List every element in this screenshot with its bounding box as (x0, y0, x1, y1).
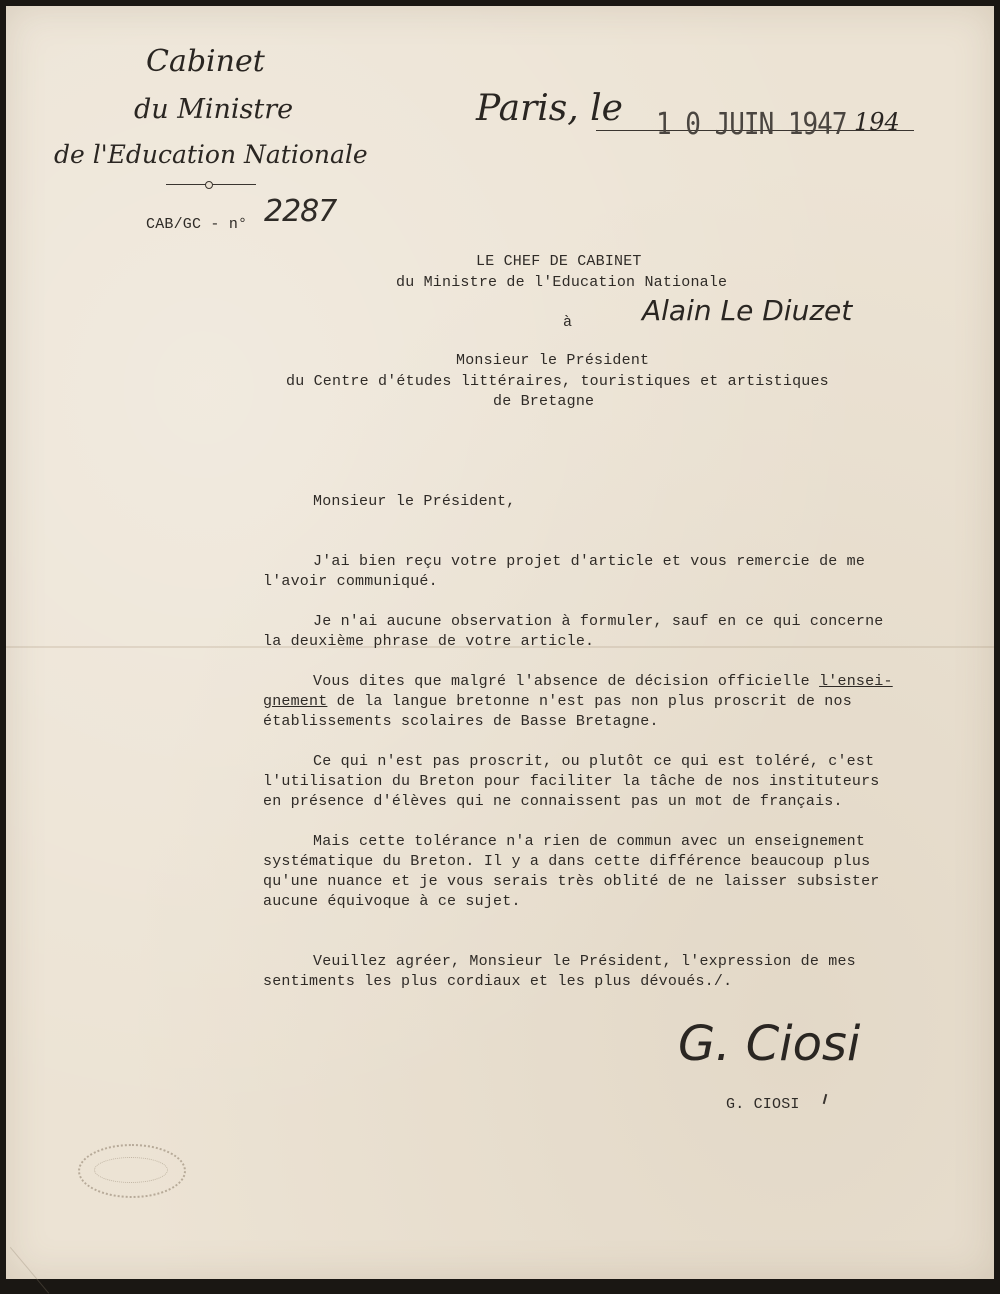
date-stamp: 1 0 JUIN 1947 (656, 107, 847, 143)
closing-line-2: sentiments les plus cordiaux et les plus dévoués./. (263, 973, 733, 990)
recipient-handwritten-name: Alain Le Diuzet (642, 294, 853, 327)
date-printed-year: 194 (854, 108, 900, 136)
paragraph-3-line-1-text: Vous dites que malgré l'absence de décision officielle (313, 673, 820, 690)
addressee-line-3: de Bretagne (493, 393, 595, 410)
paper-corner-crease (10, 1208, 95, 1293)
paragraph-3-line-2-text: de la langue bretonne n'est pas non plus proscrit de nos (327, 693, 852, 710)
paragraph-5-line-1: Mais cette tolérance n'a rien de commun avec un enseignement (313, 833, 866, 850)
paragraph-5-line-2: systématique du Breton. Il y a dans cette différence beaucoup plus (263, 853, 871, 870)
paragraph-1-line-2: l'avoir communiqué. (263, 573, 438, 590)
reference-label: CAB/GC - n° (146, 216, 248, 233)
paragraph-3-line-3: établissements scolaires de Basse Bretagne. (263, 713, 659, 730)
paragraph-5-line-4: aucune équivoque à ce sujet. (263, 893, 521, 910)
addressee-line-2: du Centre d'études littéraires, touristiques et artistiques (286, 373, 829, 390)
faded-stamp-inner-ring (94, 1157, 168, 1183)
paragraph-3-line-2 (263, 693, 852, 710)
handwritten-signature: G. Ciosi (678, 1016, 861, 1072)
underlined-enseignement-part-1: l'ensei- (819, 673, 893, 690)
reference-number: 2287 (264, 194, 337, 229)
paragraph-5-line-3: qu'une nuance et je vous serais très oblité de ne laisser subsister (263, 873, 880, 890)
paragraph-4-line-1: Ce qui n'est pas proscrit, ou plutôt ce qui est toléré, c'est (313, 753, 875, 770)
letterhead-ornament (205, 181, 213, 189)
sender-title: LE CHEF DE CABINET (476, 253, 642, 270)
date-place: Paris, le (476, 88, 623, 129)
sender-ministry: du Ministre de l'Education Nationale (396, 274, 728, 291)
salutation: Monsieur le Président, (313, 493, 516, 510)
paragraph-4-line-2: l'utilisation du Breton pour faciliter la tâche de nos instituteurs (263, 773, 880, 790)
paragraph-2-line-2: la deuxième phrase de votre article. (263, 633, 595, 650)
paragraph-2-line-1: Je n'ai aucune observation à formuler, sauf en ce qui concerne (313, 613, 884, 630)
signature-tick-mark (823, 1094, 828, 1104)
signatory-name: G. CIOSI (726, 1096, 800, 1113)
closing-line-1: Veuillez agréer, Monsieur le Président, l'expression de mes (313, 953, 856, 970)
letterhead-cabinet: Cabinet (146, 44, 265, 79)
paragraph-1-line-1: J'ai bien reçu votre projet d'article et vous remercie de me (313, 553, 866, 570)
underlined-enseignement-part-2: gnement (263, 693, 328, 710)
letterhead-ministre: du Ministre (134, 94, 294, 125)
addressee-line-1: Monsieur le Président (456, 352, 650, 369)
letter-page (6, 6, 994, 1279)
paragraph-3-line-1 (313, 673, 893, 690)
paragraph-4-line-3: en présence d'élèves qui ne connaissent pas un mot de français. (263, 793, 843, 810)
faded-embossed-stamp (78, 1144, 186, 1198)
letterhead-education: de l'Education Nationale (54, 140, 368, 169)
sender-to: à (563, 314, 573, 331)
